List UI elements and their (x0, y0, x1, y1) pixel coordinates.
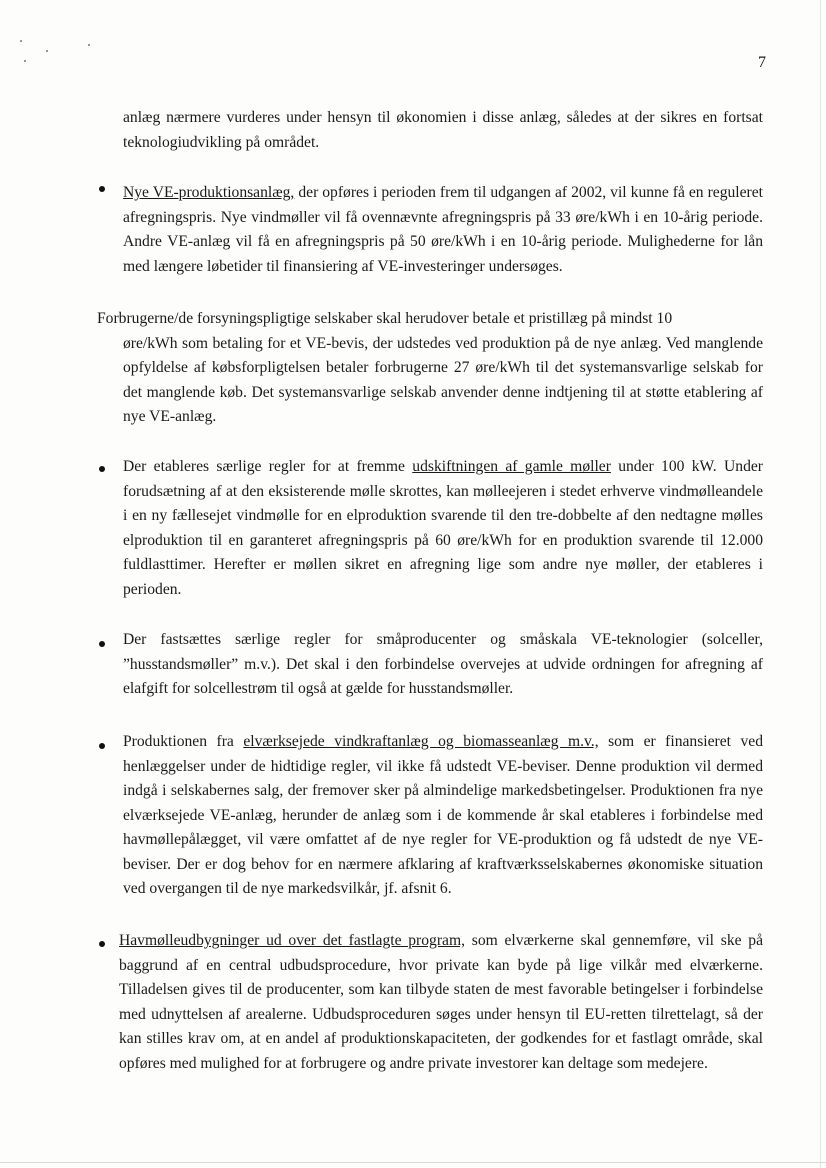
paragraph-text: anlæg nærmere vurderes under hensyn til økonomien i disse anlæg, således at der sikres en fortsat teknologiudvikling på området. (123, 109, 763, 151)
paragraph-first-line: Forbrugerne/de forsyningspligtige selskaber skal herudover betale et pristillæg på mindst 10 (97, 310, 673, 327)
paragraph-text: under 100 kW. Under forudsætning af at den eksisterende mølle skrottes, kan mølleejeren i stedet erhverve vindmølleandele i en ny fællesejet vindmølle for en elproduktion svarende til den tre-dobbelte af den nedtagne mølles elproduktion til en garanteret afregningspris på 60 øre/kWh for en produktion svarende til 12.000 fuldlasttimer. Herefter er møllen sikret en afregning lige som andre nye møller, der etableres i perioden. (123, 458, 763, 598)
scan-speck (88, 44, 90, 46)
scan-speck (24, 60, 26, 62)
paragraph-text: Produktionen fra (123, 733, 244, 750)
bullet-icon (99, 941, 105, 947)
paragraph-continuation (123, 106, 763, 155)
underlined-heading: Havmølleudbygninger ud over det fastlagte program, (119, 932, 465, 949)
underlined-phrase: elværksejede vindkraftanlæg og biomasseanlæg m.v., (243, 733, 599, 750)
scan-speck (46, 50, 48, 52)
paragraph-consumer-surcharge (97, 307, 763, 430)
underlined-phrase: udskiftningen af gamle møller (412, 458, 611, 475)
paragraph-text: Der etableres særlige regler for at fremme (123, 458, 413, 475)
page-number: 7 (758, 54, 766, 71)
bullet-paragraph-mill-replacement (123, 455, 763, 602)
paragraph-text: som er finansieret ved henlæggelser under de hidtidige regler, vil ikke få udstedt VE-beviser. Denne produktion vil dermed indgå i selskabernes salg, der fremover sker på almindelige markedsbetingelser. Produktionen fra nye elværksejede VE-anlæg, herunder de anlæg som i de kommende år skal etableres i forbindelse med havmøllepålægget, vil være omfattet af de nye regler for VE-produktion og få udstedt de nye VE-beviser. Der er dog behov for en nærmere afklaring af kraftværksselskabernes økonomiske situation ved overgangen til de nye markedsvilkår, jf. afsnit 6. (123, 733, 763, 897)
bullet-icon (99, 186, 105, 192)
scan-edge (820, 0, 821, 1168)
paragraph-text: Der fastsættes særlige regler for småproducenter og småskala VE-teknologier (solceller, ”husstandsmøller” m.v.). Det skal i den forbindelse overvejes at udvide ordningen for afregning af elafgift for solcellestrøm til også at gælde for husstandsmøller. (123, 631, 763, 697)
underlined-heading: Nye VE-produktionsanlæg, (123, 184, 295, 201)
bullet-paragraph-offshore-expansion (119, 929, 763, 1076)
paragraph-text: som elværkerne skal gennemføre, vil ske på baggrund af en central udbudsprocedure, hvor private kan byde på lige vilkår med elværkerne. Tilladelsen gives til de producenter, som kan tilbyde staten de mest favorable betingelser i forbindelse med udnyttelsen af arealerne. Udbudsproceduren søges under hensyn til EU-retten tilrettelagt, så der kan stilles krav om, at en andel af produktionskapaciteten, der godkendes for et fastlagt område, skal opføres med mulighed for at forbrugere og andre private investorer kan deltage som medejere. (119, 932, 764, 1072)
bullet-icon (99, 641, 105, 647)
bullet-paragraph-small-producers (123, 628, 763, 702)
scan-speck (20, 40, 22, 42)
bullet-icon (99, 466, 105, 472)
paragraph-text: der opføres i perioden frem til udgangen af 2002, vil kunne få en reguleret afregningspris. Nye vindmøller vil få ovennævnte afregningspris på 33 øre/kWh i en 10-årig periode. Andre VE-anlæg vil få en afregningspris på 50 øre/kWh i en 10-årig periode. Mulighederne for lån med længere løbetider til finansiering af VE-investeringer undersøges. (123, 184, 763, 275)
scan-edge (0, 1162, 826, 1163)
bullet-paragraph-new-ve-plants (123, 181, 763, 279)
paragraph-text: øre/kWh som betaling for et VE-bevis, der udstedes ved produktion på de nye anlæg. Ved manglende opfyldelse af købsforpligtelsen betaler forbrugerne 27 øre/kWh til det systemansvarlige selskab for det manglende køb. Det systemansvarlige selskab anvender denne indtjening til at støtte etablering af nye VE-anlæg. (123, 334, 763, 425)
bullet-paragraph-utility-owned-plants (123, 730, 763, 902)
bullet-icon (99, 743, 105, 749)
